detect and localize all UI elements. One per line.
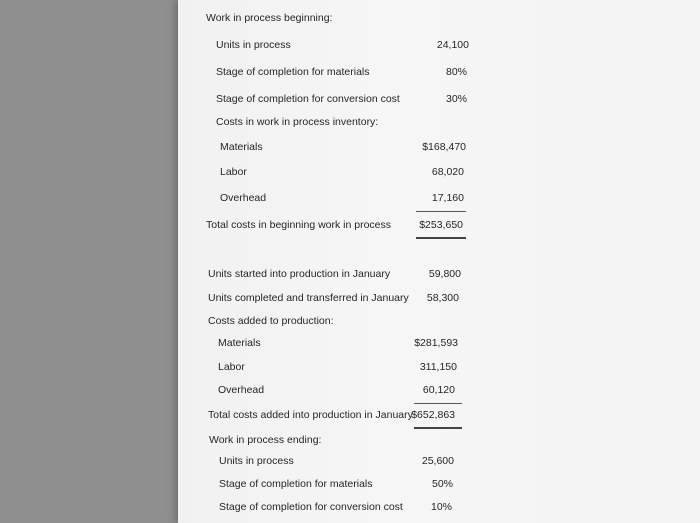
- beginning-labor-value: 68,020: [431, 166, 464, 178]
- added-materials-label: Materials: [218, 337, 261, 349]
- wip-ending-heading: Work in process ending:: [209, 434, 322, 446]
- stage-conversion-label: Stage of completion for conversion cost: [216, 93, 400, 105]
- stage-materials-label: Stage of completion for materials: [216, 66, 370, 78]
- beginning-total-value: $253,650: [419, 219, 463, 231]
- units-in-process-row: [178, 39, 700, 57]
- total-rule: [414, 427, 462, 429]
- beginning-overhead-value: 17,160: [431, 192, 464, 204]
- document-page: [178, 0, 700, 523]
- stage-conversion-row: [178, 93, 700, 111]
- costs-in-wip-heading-row: [178, 116, 700, 134]
- added-materials-value: $281,593: [414, 337, 458, 349]
- units-in-process-label: Units in process: [216, 39, 291, 51]
- ending-stage-materials-label: Stage of completion for materials: [219, 478, 373, 490]
- added-total-label: Total costs added into production in January: [208, 409, 413, 421]
- added-labor-label: Labor: [218, 361, 245, 373]
- ending-units-row: [178, 455, 700, 473]
- added-materials-row: [178, 337, 700, 355]
- units-started-label: Units started into production in January: [208, 268, 391, 280]
- subtotal-rule: [414, 403, 462, 404]
- total-rule: [416, 237, 466, 239]
- units-completed-row: [178, 292, 700, 310]
- units-started-row: [178, 268, 700, 286]
- ending-stage-conversion-label: Stage of completion for conversion cost: [219, 501, 403, 513]
- subtotal-rule: [416, 211, 466, 212]
- beginning-overhead-row: [178, 192, 700, 210]
- beginning-materials-label: Materials: [220, 141, 263, 153]
- units-started-value: 59,800: [428, 268, 461, 280]
- wip-beginning-heading: Work in process beginning:: [206, 12, 333, 24]
- beginning-labor-row: [178, 166, 700, 184]
- added-total-row: [178, 409, 700, 427]
- stage-conversion-value: 30%: [445, 93, 467, 105]
- added-total-value: $652,863: [411, 409, 455, 421]
- costs-in-wip-heading: Costs in work in process inventory:: [216, 116, 379, 128]
- beginning-materials-value: $168,470: [422, 141, 466, 153]
- wip-ending-heading-row: [178, 434, 700, 452]
- added-labor-value: 311,150: [419, 361, 457, 373]
- beginning-total-label: Total costs in beginning work in process: [206, 219, 392, 231]
- units-completed-label: Units completed and transferred in January: [208, 292, 409, 304]
- added-overhead-value: 60,120: [422, 384, 455, 396]
- stage-materials-row: [178, 66, 700, 84]
- beginning-total-row: [178, 219, 700, 237]
- ending-stage-materials-value: 50%: [431, 478, 453, 490]
- costs-added-heading: Costs added to production:: [208, 315, 334, 327]
- wip-beginning-heading-row: [178, 12, 700, 30]
- ending-units-value: 25,600: [421, 455, 454, 467]
- added-overhead-row: [178, 384, 700, 402]
- beginning-overhead-label: Overhead: [220, 192, 267, 204]
- ending-units-label: Units in process: [219, 455, 294, 467]
- beginning-materials-row: [178, 141, 700, 159]
- added-labor-row: [178, 361, 700, 379]
- ending-stage-conversion-value: 10%: [430, 501, 452, 513]
- beginning-labor-label: Labor: [220, 166, 247, 178]
- costs-added-heading-row: [178, 315, 700, 333]
- ending-stage-conversion-row: [178, 501, 700, 519]
- units-in-process-value: 24,100: [436, 39, 469, 51]
- added-overhead-label: Overhead: [218, 384, 265, 396]
- ending-stage-materials-row: [178, 478, 700, 496]
- stage-materials-value: 80%: [445, 66, 467, 78]
- units-completed-value: 58,300: [426, 292, 459, 304]
